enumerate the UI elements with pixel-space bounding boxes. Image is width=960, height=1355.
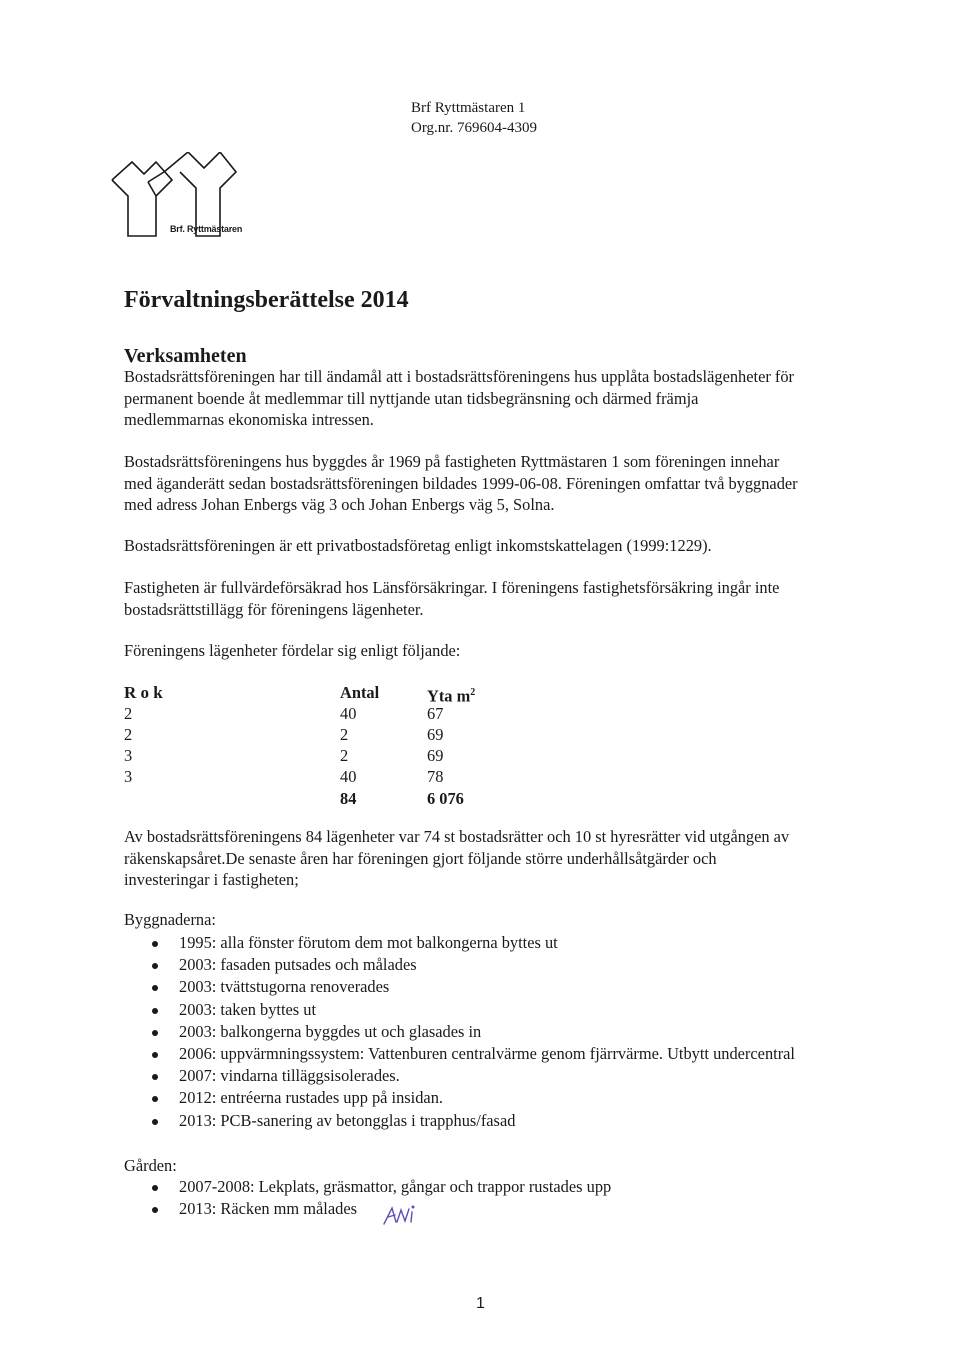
text-line: Bostadsrättsföreningen har till ändamål att i bostadsrättsföreningens hus upplåta bostadslägenheter för [124,367,795,386]
bullet-icon [152,1185,158,1191]
area-header-superscript: 2 [470,687,476,698]
table-cell: 2 [124,704,133,723]
table-cell: 2 [124,725,133,744]
table-cell: 2 [340,746,349,765]
table-cell: 40 [340,704,357,723]
list-item [124,999,924,1021]
paragraph-purpose [124,366,894,431]
paragraph-tax-status [124,535,894,557]
page-number: 1 [476,1295,485,1312]
apartment-table [124,682,504,810]
list-item-text: 1995: alla fönster förutom dem mot balkongerna byttes ut [179,933,558,952]
bullet-icon [152,941,158,947]
yard-heading: Gården: [124,1156,177,1175]
paragraph-distribution [124,640,894,662]
list-item-text: 2003: tvättstugorna renoverades [179,977,390,997]
yard-list [124,1176,924,1220]
list-item-text: 2006: uppvärmningssystem: Vattenburen centralvärme genom fjärrvärme. Utbytt undercentral [179,1044,795,1064]
list-item-text: 2003: fasaden putsades och målades [179,955,417,975]
list-item [124,976,924,998]
list-item-text: 2007: vindarna tilläggsisolerades. [179,1066,400,1086]
paragraph-insurance [124,577,894,620]
bullet-icon [152,1119,158,1125]
text-line: investeringar i fastigheten; [124,870,299,889]
list-item [124,1065,924,1087]
list-item [124,1021,924,1043]
list-item [124,1043,924,1065]
list-item-text: 2013: Räcken mm målades [179,1199,357,1219]
table-total-area: 6 076 [427,789,464,808]
list-item [124,1110,924,1132]
list-item-text: 2007-2008: Lekplats, gräsmattor, gångar och trappor rustades upp [179,1177,612,1196]
list-item [124,1087,924,1109]
org-number: Org.nr. 769604-4309 [411,120,537,136]
handwritten-initials [382,1200,418,1228]
table-cell: 3 [124,767,133,786]
table-total-count: 84 [340,789,357,808]
section-heading: Verksamheten [124,345,247,367]
text-line: Bostadsrättsföreningen är ett privatbostadsföretag enligt inkomstskattelagen (1999:1229). [124,536,712,555]
table-header-count: Antal [340,683,380,702]
paragraph-property [124,451,894,516]
paragraph-maintenance-intro [124,826,894,891]
table-cell: 40 [340,767,357,786]
buildings-list [124,932,924,1132]
bullet-icon [152,1052,158,1058]
table-cell: 3 [124,746,133,765]
table-cell: 69 [427,746,444,765]
text-line: med äganderätt sedan bostadsrättsföreningen bildades 1999-06-08. Föreningen omfattar två byggnader [124,473,798,493]
list-item [124,1198,924,1220]
bullet-icon [152,1030,158,1036]
list-item-text: 2003: balkongerna byggdes ut och glasades in [179,1021,482,1041]
text-line: med adress Johan Enbergs väg 3 och Johan Enbergs väg 5, Solna. [124,495,555,514]
table-cell: 69 [427,725,444,744]
text-line: Fastigheten är fullvärdeförsäkrad hos Länsförsäkringar. I föreningens fastighetsförsäkring ingår inte [124,578,780,597]
list-item-text: 2003: taken byttes ut [179,999,317,1019]
list-item-text: 2013: PCB-sanering av betongglas i trapphus/fasad [179,1110,516,1130]
list-item [124,1176,924,1198]
text-line: permanent boende åt medlemmar till nyttjande utan tidsbegränsning och därmed främja [124,388,699,408]
table-cell: 2 [340,725,349,744]
bullet-icon [152,963,158,969]
text-line: räkenskapsåret.De senaste åren har föreningen gjort följande större underhållsåtgärder och [124,848,717,868]
bullet-icon [152,1008,158,1014]
area-header-text: Yta m [427,686,471,706]
list-item [124,932,924,954]
bullet-icon [152,1096,158,1102]
table-cell: 67 [427,704,444,723]
text-line: Av bostadsrättsföreningens 84 lägenheter var 74 st bostadsrätter och 10 st hyresrätter vid utgången av [124,827,790,846]
table-cell: 78 [427,767,444,786]
org-header [411,98,537,138]
bullet-icon [152,1207,158,1213]
text-line: medlemmarnas ekonomiska intressen. [124,410,374,429]
bullet-icon [152,1074,158,1080]
document-title: Förvaltningsberättelse 2014 [124,287,409,313]
text-line: Föreningens lägenheter fördelar sig enligt följande: [124,641,461,660]
org-name: Brf Ryttmästaren 1 [411,100,526,116]
buildings-heading: Byggnaderna: [124,910,216,929]
bullet-icon [152,985,158,991]
list-item [124,954,924,976]
text-line: Bostadsrättsföreningens hus byggdes år 1969 på fastigheten Ryttmästaren 1 som föreningen innehar [124,452,780,471]
text-line: bostadsrättstillägg för föreningens lägenheter. [124,599,424,619]
logo-text: Brf. Ryttmästaren [170,224,243,234]
list-item-text: 2012: entréerna rustades upp på insidan. [179,1088,443,1108]
table-header-rok: R o k [124,683,163,702]
